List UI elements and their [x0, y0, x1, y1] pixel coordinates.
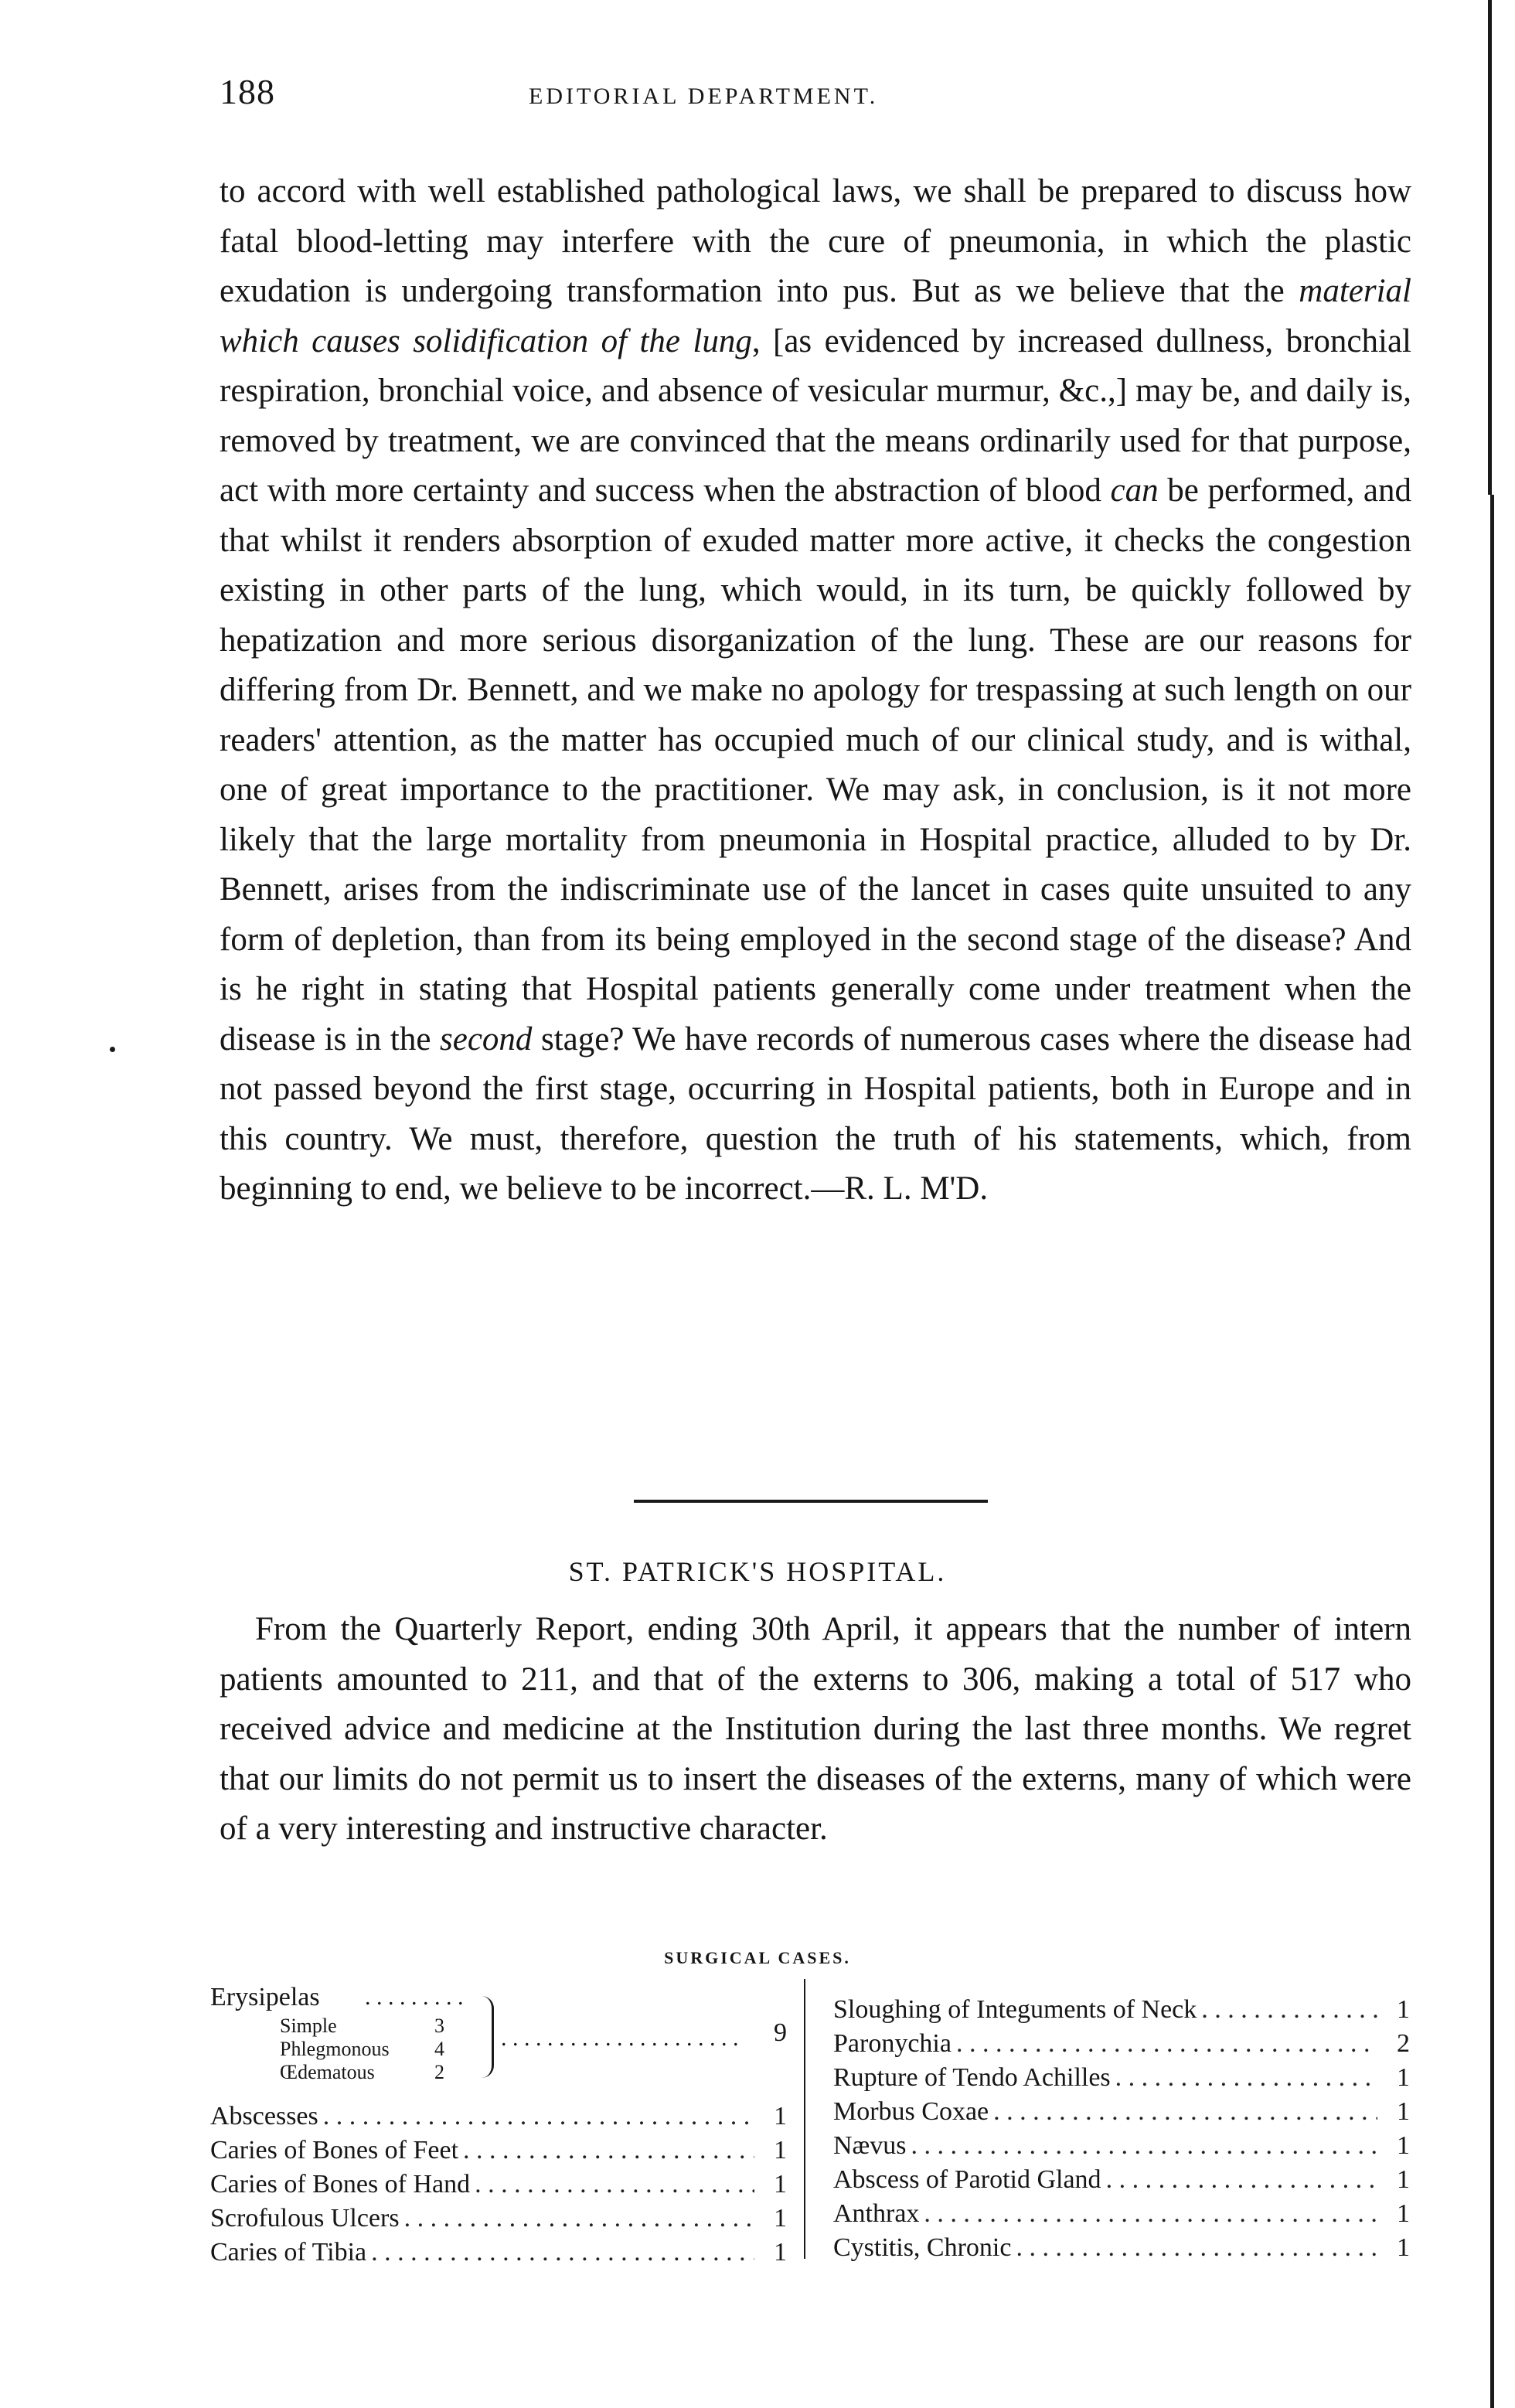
- case-count: 1: [1397, 2063, 1410, 2092]
- erysipelas-subtype: Simple 3: [280, 2015, 444, 2037]
- surgical-cases-right-column: [833, 1993, 1410, 2265]
- erysipelas-group: [210, 1981, 787, 2100]
- article-continuation: [220, 167, 1411, 1214]
- leader-dots: [993, 2095, 1377, 2129]
- erysipelas-subtype: Phlegmonous 4: [280, 2038, 444, 2060]
- report-text: [220, 1605, 1411, 1855]
- case-count: 1: [774, 2170, 787, 2199]
- column-divider: [804, 1979, 805, 2259]
- leader-dots: [1115, 2061, 1377, 2095]
- case-label: Caries of Bones of Hand: [210, 2170, 471, 2199]
- text-run: be performed, and that whilst it renders absorption of exuded matter more active, it checks the congestion existing in other parts of the lung, which would, in its turn, be quickly followed by hepatization and more serious disorganization of the lung. These are our reasons for differing from Dr. Bennett, and we make no apology for trespassing at such length on our readers' attention, as the matter has occupied much of our clinical study, and is withal, one of great importance to the practitioner. We may ask, in conclusion, is it not more likely that the large mortality from pneumonia in Hospital practice, alluded to by Dr. Bennett, arises from the indiscriminate use of the lancet in cases quite unsuited to any form of depletion, than from its being employed in the second stage of the disease? And is he right in stating that Hospital patients generally come under treatment when the disease is in the: [220, 472, 1412, 1058]
- italic-phrase: second: [440, 1020, 533, 1058]
- ink-speck: [110, 1047, 115, 1052]
- case-label: Scrofulous Ulcers: [210, 2204, 400, 2233]
- case-label: Abscesses: [210, 2102, 318, 2130]
- text-run: stage? We have records of numerous cases where the disease had not passed beyond the first stage, occurring in Hospital patients, both in Europe and in this country. We must, therefore, question the truth of his statements, which, from beginning to end, we believe to be incorrect.—R. L. M'D.: [220, 1020, 1411, 1207]
- report-paragraph: From the Quarterly Report, ending 30th April, it appears that the number of intern patients amounted to 211, and that of the externs to 306, making a total of 517 who received advice and medicine at the Institution during the last three months. We regret that our limits do not permit us to insert the diseases of the externs, many of which were of a very interesting and instructive character.: [220, 1611, 1411, 1847]
- case-row: [210, 2134, 787, 2168]
- case-label: Morbus Coxae: [833, 2097, 989, 2126]
- case-row: [833, 1993, 1410, 2027]
- case-count: 2: [1397, 2029, 1410, 2058]
- leader-dots: [1106, 2163, 1377, 2197]
- erysipelas-total: 9: [774, 2018, 787, 2047]
- page-number: 188: [220, 72, 275, 111]
- page-header: [220, 71, 1425, 118]
- case-label: Nævus: [833, 2131, 907, 2160]
- leader-dots: [404, 2202, 754, 2236]
- case-label: Anthrax: [833, 2199, 920, 2228]
- leader-dots: [924, 2197, 1377, 2231]
- leader-dots: [1016, 2231, 1377, 2265]
- case-label: Paronychia: [833, 2029, 952, 2058]
- case-label: Caries of Bones of Feet: [210, 2136, 459, 2164]
- case-count: 1: [1397, 1995, 1410, 2024]
- surgical-cases-title: SURGICAL CASES.: [664, 1948, 851, 1967]
- case-row: [833, 2027, 1410, 2061]
- case-count: 1: [774, 2136, 787, 2164]
- case-count: 1: [1397, 2165, 1410, 2194]
- case-row: [833, 2231, 1410, 2265]
- case-row: [833, 2129, 1410, 2163]
- leader-dots: [501, 2025, 745, 2052]
- leader-dots: [371, 2236, 754, 2270]
- running-head: EDITORIAL DEPARTMENT.: [529, 83, 879, 109]
- case-row: [210, 2202, 787, 2236]
- case-label: Cystitis, Chronic: [833, 2233, 1012, 2262]
- italic-phrase: can: [1110, 472, 1159, 509]
- case-row: [210, 2168, 787, 2202]
- surgical-cases-left-column: [210, 1981, 787, 2270]
- leader-dots: [911, 2129, 1377, 2163]
- case-count: 1: [1397, 2233, 1410, 2262]
- page-edge-shadow: [1490, 495, 1494, 2408]
- leader-dots: [463, 2134, 754, 2168]
- section-title: ST. PATRICK'S HOSPITAL.: [568, 1556, 947, 1587]
- case-row: [833, 2061, 1410, 2095]
- leader-dots: [365, 1981, 465, 2015]
- italic-phrase: material which causes solidification of the lung: [220, 273, 1411, 359]
- text-run: , [as evidenced by increased dullness, bronchial respiration, bronchial voice, and absence of vesicular murmur, &c.,] may be, and daily is, removed by treatment, we are convinced that the means ordinarily used for that purpose, act with more certainty and success when the abstraction of blood: [220, 322, 1411, 509]
- article-paragraph: [220, 167, 1411, 1214]
- leader-dots: [1201, 1993, 1377, 2027]
- case-count: 1: [1397, 2131, 1410, 2160]
- case-label: Abscess of Parotid Gland: [833, 2165, 1101, 2194]
- case-label: Rupture of Tendo Achilles: [833, 2063, 1111, 2092]
- case-row: [210, 2100, 787, 2134]
- case-row: [210, 2236, 787, 2270]
- case-row: [833, 2163, 1410, 2197]
- section-divider: [634, 1500, 988, 1503]
- erysipelas-subtype: Œdematous 2: [280, 2061, 444, 2083]
- case-label: Sloughing of Integuments of Neck: [833, 1995, 1197, 2024]
- case-count: 1: [774, 2238, 787, 2267]
- erysipelas-label: Erysipelas: [210, 1983, 320, 2011]
- text-run: to accord with well established pathological laws, we shall be prepared to discuss how fatal blood-letting may interfere with the cure of pneumonia, in which the plastic exudation is undergoing transformation into pus. But as we believe that the: [220, 173, 1411, 309]
- case-count: 1: [1397, 2199, 1410, 2228]
- case-row: [833, 2095, 1410, 2129]
- case-count: 1: [774, 2102, 787, 2130]
- case-count: 1: [774, 2204, 787, 2233]
- case-row: [833, 2197, 1410, 2231]
- leader-dots: [956, 2027, 1377, 2061]
- leader-dots: [323, 2100, 754, 2134]
- page-edge-shadow: [1488, 0, 1492, 495]
- case-label: Caries of Tibia: [210, 2238, 367, 2267]
- leader-dots: [475, 2168, 754, 2202]
- case-count: 1: [1397, 2097, 1410, 2126]
- curly-brace: [481, 1996, 494, 2078]
